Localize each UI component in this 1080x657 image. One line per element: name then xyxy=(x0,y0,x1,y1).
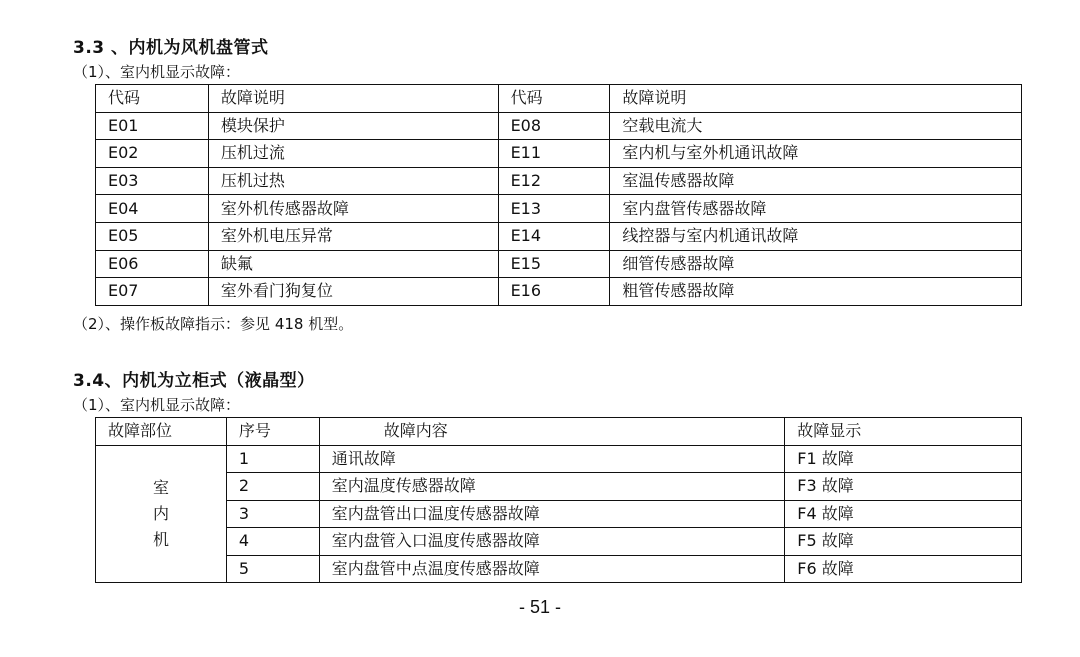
section-3-3-heading: 3.3 、内机为风机盘管式 xyxy=(73,38,269,58)
table-row xyxy=(96,445,1022,473)
table-header-cell: 故障说明 xyxy=(208,85,498,113)
fault-description-cell: 室内机与室外机通讯故障 xyxy=(610,140,1022,168)
sequence-number-cell: 2 xyxy=(226,473,319,501)
fault-display-cell: F1 故障 xyxy=(785,445,1022,473)
table-row xyxy=(96,112,1022,140)
fault-description-cell: 粗管传感器故障 xyxy=(610,278,1022,306)
fault-display-cell: F4 故障 xyxy=(785,500,1022,528)
table-row xyxy=(96,528,1022,556)
fault-code-cell: E13 xyxy=(498,195,610,223)
section-3-4-heading: 3.4、内机为立柜式（液晶型） xyxy=(73,371,315,391)
table-row xyxy=(96,140,1022,168)
fault-code-cell: E15 xyxy=(498,250,610,278)
fault-code-cell: E16 xyxy=(498,278,610,306)
fault-content-cell: 室内温度传感器故障 xyxy=(319,473,785,501)
fault-description-cell: 压机过热 xyxy=(208,167,498,195)
table-header-cell: 故障内容 xyxy=(319,418,785,446)
table-header-cell: 代码 xyxy=(498,85,610,113)
table-header-row xyxy=(96,418,1022,446)
sequence-number-cell: 3 xyxy=(226,500,319,528)
fault-code-cell: E02 xyxy=(96,140,209,168)
fault-content-cell: 室内盘管出口温度传感器故障 xyxy=(319,500,785,528)
fault-display-cell: F3 故障 xyxy=(785,473,1022,501)
fault-code-cell: E07 xyxy=(96,278,209,306)
sequence-number-cell: 4 xyxy=(226,528,319,556)
fault-description-cell: 室温传感器故障 xyxy=(610,167,1022,195)
sequence-number-cell: 5 xyxy=(226,555,319,583)
section-3-3-subheading: （1）、室内机显示故障： xyxy=(73,63,241,81)
table-header-cell: 故障显示 xyxy=(785,418,1022,446)
fault-code-cell: E06 xyxy=(96,250,209,278)
fault-location-char: 室 xyxy=(152,477,169,497)
fault-description-cell: 室外机电压异常 xyxy=(208,222,498,250)
fault-code-table-fan-coil xyxy=(95,84,1022,306)
table-row xyxy=(96,222,1022,250)
fault-code-cell: E03 xyxy=(96,167,209,195)
table-row xyxy=(96,500,1022,528)
fault-code-cell: E14 xyxy=(498,222,610,250)
fault-description-cell: 细管传感器故障 xyxy=(610,250,1022,278)
fault-code-cell: E12 xyxy=(498,167,610,195)
fault-content-cell: 室内盘管中点温度传感器故障 xyxy=(319,555,785,583)
fault-description-cell: 压机过流 xyxy=(208,140,498,168)
fault-code-table-cabinet xyxy=(95,417,1022,583)
sequence-number-cell: 1 xyxy=(226,445,319,473)
fault-code-cell: E01 xyxy=(96,112,209,140)
fault-description-cell: 空载电流大 xyxy=(610,112,1022,140)
fault-description-cell: 室外机传感器故障 xyxy=(208,195,498,223)
fault-description-cell: 室内盘管传感器故障 xyxy=(610,195,1022,223)
fault-location-cell xyxy=(96,445,227,583)
table-row xyxy=(96,195,1022,223)
fault-code-cell: E11 xyxy=(498,140,610,168)
fault-code-cell: E05 xyxy=(96,222,209,250)
fault-description-cell: 线控器与室内机通讯故障 xyxy=(610,222,1022,250)
section-3-4-subheading: （1）、室内机显示故障： xyxy=(73,396,241,414)
fault-location-char: 内 xyxy=(152,503,169,523)
table-header-cell: 故障说明 xyxy=(610,85,1022,113)
table-header-row xyxy=(96,85,1022,113)
fault-content-cell: 通讯故障 xyxy=(319,445,785,473)
table-header-cell: 序号 xyxy=(226,418,319,446)
table-row xyxy=(96,473,1022,501)
fault-content-cell: 室内盘管入口温度传感器故障 xyxy=(319,528,785,556)
fault-description-cell: 缺氟 xyxy=(208,250,498,278)
fault-code-cell: E08 xyxy=(498,112,610,140)
table-row xyxy=(96,250,1022,278)
fault-location-char: 机 xyxy=(152,529,169,549)
fault-code-cell: E04 xyxy=(96,195,209,223)
operation-panel-note: （2）、操作板故障指示：参见 418 机型。 xyxy=(73,315,354,333)
fault-description-cell: 室外看门狗复位 xyxy=(208,278,498,306)
table-header-cell: 代码 xyxy=(96,85,209,113)
table-header-cell: 故障部位 xyxy=(96,418,227,446)
fault-description-cell: 模块保护 xyxy=(208,112,498,140)
page-number: - 51 - xyxy=(518,597,561,617)
fault-display-cell: F6 故障 xyxy=(785,555,1022,583)
table-row xyxy=(96,555,1022,583)
table-row xyxy=(96,167,1022,195)
fault-display-cell: F5 故障 xyxy=(785,528,1022,556)
table-row xyxy=(96,278,1022,306)
